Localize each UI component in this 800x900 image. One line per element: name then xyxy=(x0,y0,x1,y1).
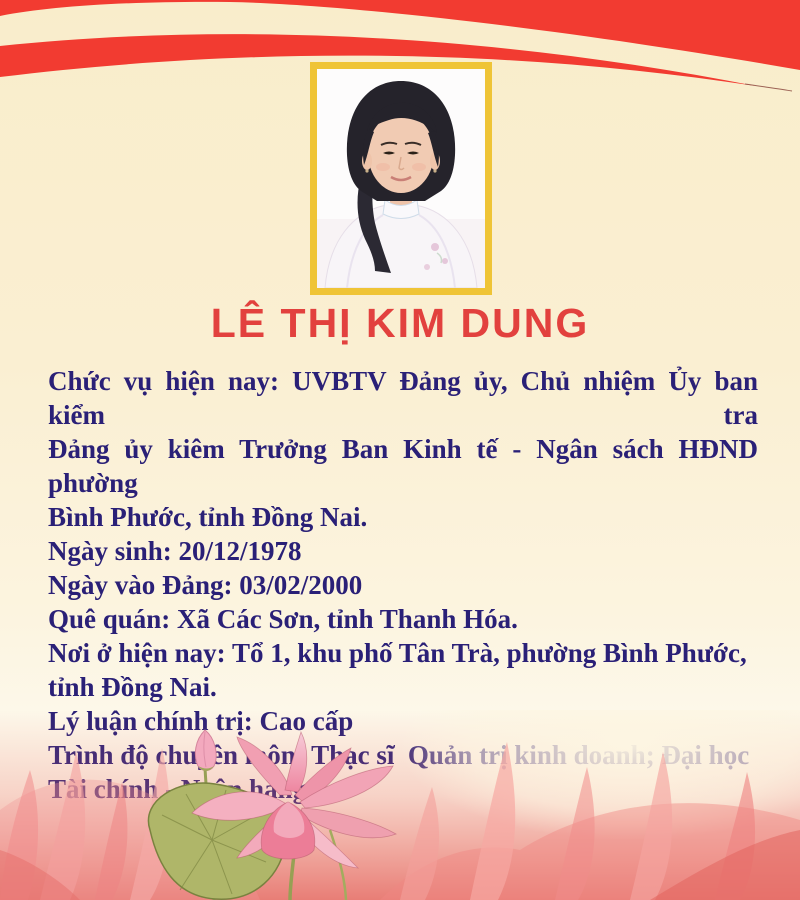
portrait-photo xyxy=(317,69,485,288)
earring-left xyxy=(365,169,368,172)
bio-line: Nơi ở hiện nay: Tổ 1, khu phố Tân Trà, phường Bình Phước, xyxy=(48,638,747,668)
lotus-decoration-art xyxy=(0,710,800,900)
bio-line: Quê quán: Xã Các Sơn, tỉnh Thanh Hóa. xyxy=(48,604,518,634)
bio-line: Ngày vào Đảng: 03/02/2000 xyxy=(48,570,363,600)
earring-right xyxy=(433,169,436,172)
bio-line: Bình Phước, tỉnh Đồng Nai. xyxy=(48,502,368,532)
bio-line: tỉnh Đồng Nai. xyxy=(48,672,217,702)
portrait-blush-right xyxy=(412,163,426,171)
bio-line: Ngày sinh: 20/12/1978 xyxy=(48,536,302,566)
portrait-blush-left xyxy=(376,163,390,171)
bio-line: Chức vụ hiện nay: UVBTV Đảng ủy, Chủ nhiệm Ủy ban kiểm tra xyxy=(48,366,758,430)
photo-frame xyxy=(310,62,492,295)
bio-line: Đảng ủy kiêm Trưởng Ban Kinh tế - Ngân sách HĐND phường xyxy=(48,434,758,498)
banner-stripe-tail xyxy=(745,84,792,91)
profile-name: LÊ THỊ KIM DUNG xyxy=(210,300,590,346)
